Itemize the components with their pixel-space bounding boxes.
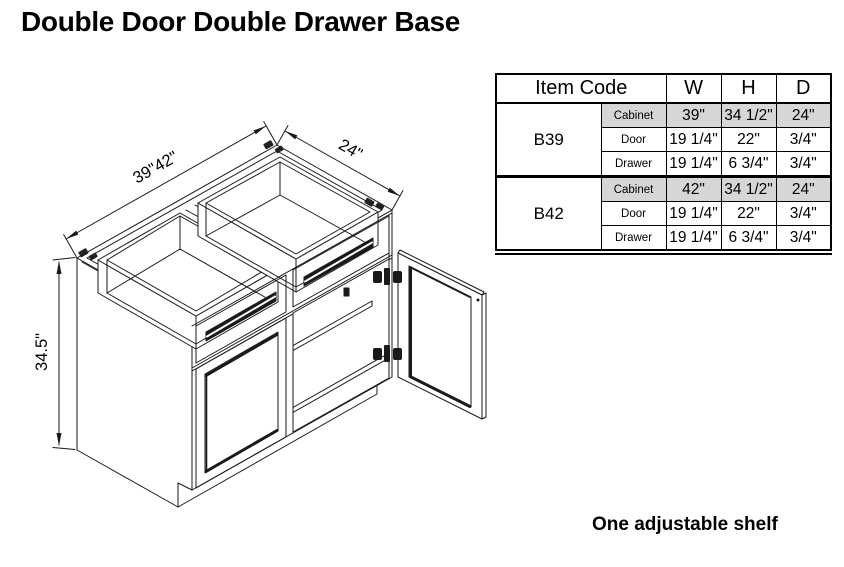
part-label: Door (601, 128, 666, 152)
header-item-code: Item Code (496, 74, 666, 103)
header-w: W (666, 74, 721, 103)
page-title: Double Door Double Drawer Base (21, 6, 461, 37)
value-w: 39" (666, 103, 721, 128)
spec-table-wrap (495, 73, 832, 255)
spec-table (495, 73, 832, 251)
value-h: 34 1/2" (721, 177, 776, 202)
value-d: 3/4" (776, 128, 831, 152)
value-h: 6 3/4" (721, 226, 776, 251)
table-row (496, 103, 831, 128)
value-h: 34 1/2" (721, 103, 776, 128)
header-h: H (721, 74, 776, 103)
value-h: 22" (721, 202, 776, 226)
value-d: 3/4" (776, 202, 831, 226)
part-label: Drawer (601, 226, 666, 251)
table-header-row (496, 74, 831, 103)
dim-width-label: 39"42" (130, 147, 182, 188)
shelf-note: One adjustable shelf (592, 514, 778, 535)
part-label: Drawer (601, 152, 666, 177)
value-d: 3/4" (776, 152, 831, 177)
value-w: 19 1/4" (666, 202, 721, 226)
value-w: 19 1/4" (666, 152, 721, 177)
header-d: D (776, 74, 831, 103)
value-d: 24" (776, 177, 831, 202)
value-h: 22" (721, 128, 776, 152)
value-w: 42" (666, 177, 721, 202)
value-d: 24" (776, 103, 831, 128)
part-label: Door (601, 202, 666, 226)
part-label: Cabinet (601, 103, 666, 128)
dim-height-label: 34.5" (33, 333, 51, 371)
dimension-height (33, 258, 75, 450)
value-h: 6 3/4" (721, 152, 776, 177)
value-w: 19 1/4" (666, 128, 721, 152)
table-row (496, 177, 831, 202)
right-door-open (398, 250, 486, 419)
dim-depth-label: 24" (335, 135, 366, 164)
door-bumper-dot (477, 299, 480, 302)
item-code-b39: B39 (496, 103, 601, 177)
item-code-b42: B42 (496, 177, 601, 251)
value-w: 19 1/4" (666, 226, 721, 251)
shelf-pin-icon (344, 288, 349, 296)
part-label: Cabinet (601, 177, 666, 202)
value-d: 3/4" (776, 226, 831, 251)
